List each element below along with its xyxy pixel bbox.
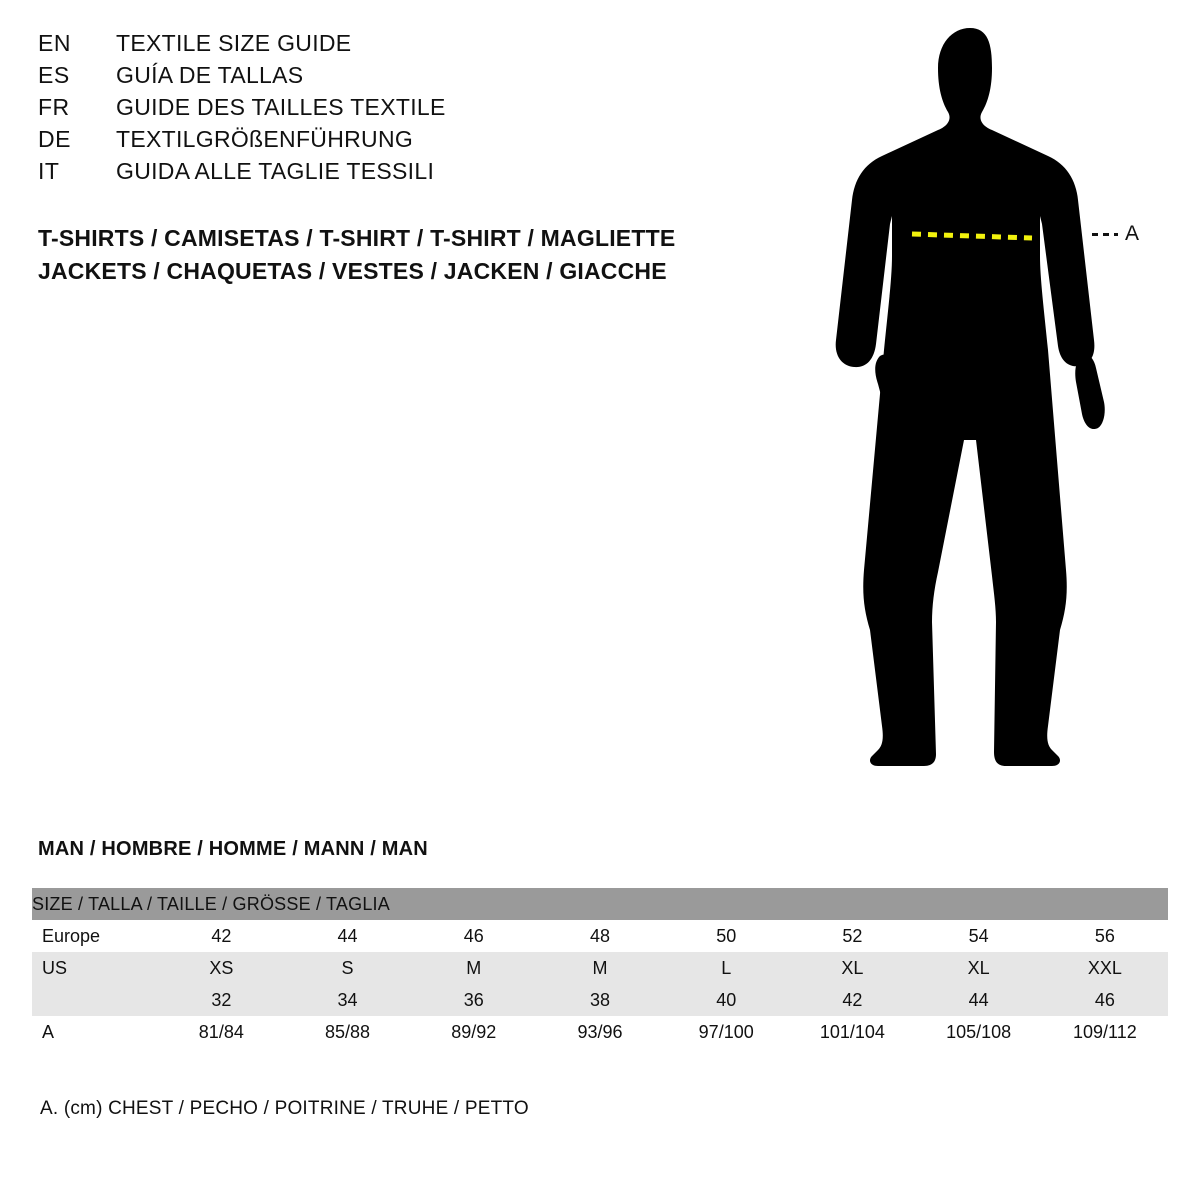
table-row bbox=[32, 952, 1168, 984]
cell-value: 36 bbox=[463, 989, 484, 1010]
cell-value: 40 bbox=[716, 989, 737, 1010]
cell-value: 85/88 bbox=[325, 1021, 371, 1042]
language-title: GUÍA DE TALLAS bbox=[116, 62, 304, 88]
cell-value: M bbox=[466, 957, 482, 978]
cell-value: 38 bbox=[589, 989, 610, 1010]
cell-value: 101/104 bbox=[819, 1021, 885, 1042]
garment-type-jackets: JACKETS / CHAQUETAS / VESTES / JACKEN / GIACCHE bbox=[38, 258, 667, 284]
cell-value: 50 bbox=[716, 925, 737, 946]
row-label: US bbox=[42, 957, 68, 978]
cell-value: 81/84 bbox=[198, 1021, 244, 1042]
cell-value: XL bbox=[841, 957, 864, 978]
language-row bbox=[38, 30, 738, 62]
cell-value: 52 bbox=[842, 925, 863, 946]
garment-type-tshirts: T-SHIRTS / CAMISETAS / T-SHIRT / T-SHIRT / MAGLIETTE bbox=[38, 225, 676, 251]
size-table bbox=[32, 888, 1168, 1048]
cell-value: 54 bbox=[968, 925, 989, 946]
silhouette-icon bbox=[820, 10, 1180, 800]
language-row bbox=[38, 158, 738, 190]
language-title: GUIDE DES TAILLES TEXTILE bbox=[116, 94, 446, 120]
language-title: TEXTILE SIZE GUIDE bbox=[116, 30, 352, 56]
cell-value: XXL bbox=[1087, 957, 1122, 978]
language-row bbox=[38, 126, 738, 158]
cell-value: 42 bbox=[211, 925, 232, 946]
body-silhouette-figure bbox=[820, 10, 1180, 800]
cell-value: 97/100 bbox=[698, 1021, 754, 1042]
language-row bbox=[38, 62, 738, 94]
language-heading-block bbox=[38, 30, 738, 190]
cell-value: 46 bbox=[463, 925, 484, 946]
language-row bbox=[38, 94, 738, 126]
row-label: Europe bbox=[42, 925, 101, 946]
row-label: A bbox=[42, 1021, 55, 1042]
cell-value: M bbox=[592, 957, 608, 978]
language-code: DE bbox=[38, 126, 71, 152]
table-row bbox=[32, 1016, 1168, 1048]
cell-value: 44 bbox=[968, 989, 989, 1010]
cell-value: 44 bbox=[337, 925, 358, 946]
cell-value: XS bbox=[209, 957, 234, 978]
cell-value: 56 bbox=[1094, 925, 1115, 946]
table-row bbox=[32, 920, 1168, 952]
table-row bbox=[32, 984, 1168, 1016]
cell-value: 42 bbox=[842, 989, 863, 1010]
row-label bbox=[32, 984, 158, 1016]
measure-pointer-dashes bbox=[1092, 233, 1118, 236]
cell-value: L bbox=[721, 957, 732, 978]
cell-value: S bbox=[341, 957, 354, 978]
garment-type-list bbox=[38, 222, 798, 288]
cell-value: 46 bbox=[1094, 989, 1115, 1010]
measure-label-a: A bbox=[1125, 222, 1140, 245]
table-footnote: A. (cm) CHEST / PECHO / POITRINE / TRUHE / PETTO bbox=[40, 1098, 529, 1119]
table-header-row bbox=[32, 888, 1168, 920]
cell-value: XL bbox=[967, 957, 990, 978]
language-title: GUIDA ALLE TAGLIE TESSILI bbox=[116, 158, 435, 184]
cell-value: 48 bbox=[589, 925, 610, 946]
cell-value: 105/108 bbox=[946, 1021, 1012, 1042]
cell-value: 109/112 bbox=[1073, 1021, 1137, 1042]
table-header-label: SIZE / TALLA / TAILLE / GRÖSSE / TAGLIA bbox=[32, 893, 390, 914]
table-section-title: MAN / HOMBRE / HOMME / MANN / MAN bbox=[38, 838, 428, 860]
language-title: TEXTILGRÖßENFÜHRUNG bbox=[116, 126, 414, 152]
language-code: EN bbox=[38, 30, 71, 56]
cell-value: 34 bbox=[337, 989, 358, 1010]
cell-value: 93/96 bbox=[577, 1021, 623, 1042]
cell-value: 32 bbox=[211, 989, 232, 1010]
language-code: FR bbox=[38, 94, 70, 120]
language-code: IT bbox=[38, 158, 60, 184]
language-code: ES bbox=[38, 62, 70, 88]
cell-value: 89/92 bbox=[451, 1021, 497, 1042]
